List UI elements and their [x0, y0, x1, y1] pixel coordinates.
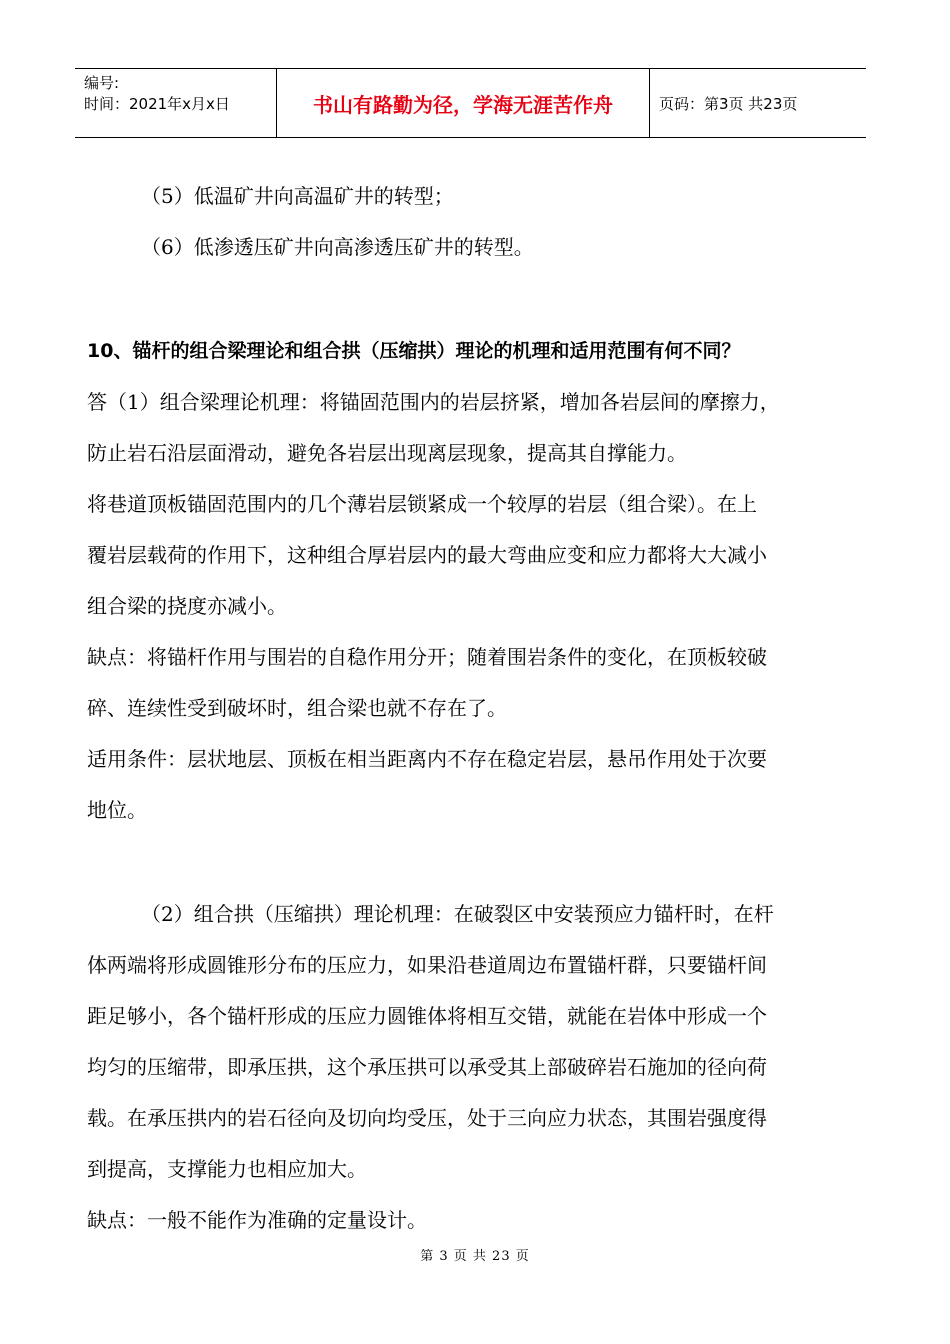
document-header — [75, 68, 866, 138]
text-line: 载。在承压拱内的岩石径向及切向均受压，处于三向应力状态，其围岩强度得 — [87, 1106, 767, 1130]
page-footer — [0, 1245, 950, 1264]
footer-page-number: 第 3 页 共 23 页 — [420, 1249, 530, 1264]
text-line: 缺点：一般不能作为准确的定量设计。 — [87, 1208, 427, 1232]
text-line: 适用条件：层状地层、顶板在相当距离内不存在稳定岩层，悬吊作用处于次要 — [87, 747, 767, 771]
text-line: 均匀的压缩带，即承压拱，这个承压拱可以承受其上部破碎岩石施加的径向荷 — [87, 1055, 767, 1079]
text-line: 到提高，支撑能力也相应加大。 — [87, 1157, 367, 1181]
document-body — [87, 171, 867, 1246]
slogan-text: 书山有路勤为径，学海无涯苦作舟 — [313, 92, 613, 117]
header-page-cell — [650, 69, 866, 137]
text-line: 覆岩层载荷的作用下，这种组合厚岩层内的最大弯曲应变和应力都将大大减小 — [87, 543, 767, 567]
text-line: 碎、连续性受到破坏时，组合梁也就不存在了。 — [87, 696, 507, 720]
text-line: 组合梁的挠度亦减小。 — [87, 594, 287, 618]
number-label: 编号: — [84, 74, 120, 92]
text-line: （2）组合拱（压缩拱）理论机理：在破裂区中安装预应力锚杆时，在杆 — [141, 902, 774, 926]
list-item-5: （5）低温矿井向高温矿井的转型； — [141, 184, 454, 208]
text-line: 地位。 — [87, 798, 147, 822]
spacer — [87, 836, 867, 889]
time-label: 时间：2021年x月x日 — [84, 95, 230, 113]
text-line: 体两端将形成圆锥形分布的压应力，如果沿巷道周边布置锚杆群，只要锚杆间 — [87, 953, 767, 977]
header-slogan-cell — [277, 69, 650, 137]
page-info: 页码：第3页 共23页 — [659, 94, 798, 113]
text-line: 防止岩石沿层面滑动，避免各岩层出现离层现象，提高其自撑能力。 — [87, 441, 687, 465]
list-item-6: （6）低渗透压矿井向高渗透压矿井的转型。 — [141, 235, 534, 259]
text-line: 距足够小，各个锚杆形成的压应力圆锥体将相互交错，就能在岩体中形成一个 — [87, 1004, 767, 1028]
header-meta-cell — [75, 69, 277, 137]
text-line: 将巷道顶板锚固范围内的几个薄岩层锁紧成一个较厚的岩层（组合梁）。在上 — [87, 492, 757, 516]
text-line: 答（1）组合梁理论机理：将锚固范围内的岩层挤紧，增加各岩层间的摩擦力， — [87, 390, 780, 414]
question-heading: 10、锚杆的组合梁理论和组合拱（压缩拱）理论的机理和适用范围有何不同？ — [87, 340, 741, 362]
spacer — [87, 273, 867, 326]
text-line: 缺点：将锚杆作用与围岩的自稳作用分开；随着围岩条件的变化，在顶板较破 — [87, 645, 767, 669]
